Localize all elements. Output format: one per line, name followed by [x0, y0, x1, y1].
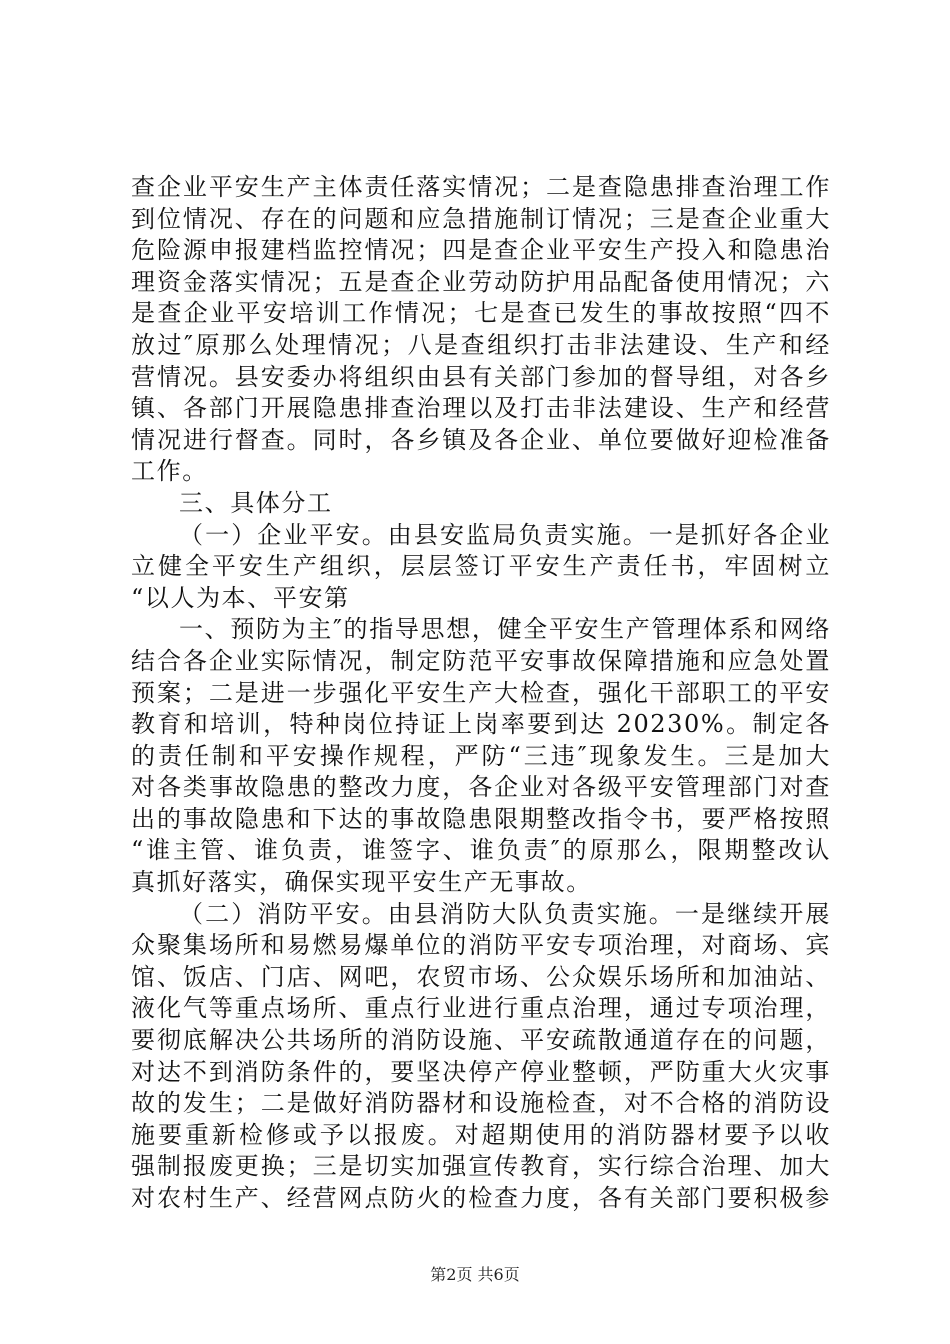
text-line: 馆、饭店、门店、网吧，农贸市场、公众娱乐场所和加油站、	[131, 962, 831, 991]
text-line: 是查企业平安培训工作情况；七是查已发生的事故按照“四不	[131, 299, 831, 328]
text-line: 到位情况、存在的问题和应急措施制订情况；三是查企业重大	[131, 204, 831, 233]
text-line: （二）消防平安。由县消防大队负责实施。一是继续开展	[179, 899, 831, 928]
text-line: 真抓好落实，确保实现平安生产无事故。	[131, 868, 592, 897]
text-line: “谁主管、谁负责，谁签字、谁负责″的原那么，限期整改认	[131, 836, 831, 865]
section-heading: 三、具体分工	[179, 488, 333, 517]
text-line: 液化气等重点场所、重点行业进行重点治理，通过专项治理，	[131, 994, 831, 1023]
text-line: （一）企业平安。由县安监局负责实施。一是抓好各企业	[179, 520, 831, 549]
text-line: 立健全平安生产组织，层层签订平安生产责任书，牢固树立	[131, 552, 831, 581]
text-line: 一、预防为主″的指导思想，健全平安生产管理体系和网络	[179, 615, 831, 644]
text-line: 情况进行督查。同时，各乡镇及各企业、单位要做好迎检准备	[131, 425, 831, 454]
text-line: 工作。	[131, 457, 208, 486]
text-line: 营情况。县安委办将组织由县有关部门参加的督导组，对各乡	[131, 362, 831, 391]
text-line: 理资金落实情况；五是查企业劳动防护用品配备使用情况；六	[131, 267, 831, 296]
text-line: 镇、各部门开展隐患排查治理以及打击非法建设、生产和经营	[131, 394, 831, 423]
page-number-footer: 第2页 共6页	[430, 1265, 520, 1284]
text-line: 对达不到消防条件的，要坚决停产停业整顿，严防重大火灾事	[131, 1057, 831, 1086]
text-line: 要彻底解决公共场所的消防设施、平安疏散通道存在的问题，	[131, 1026, 831, 1055]
text-line: 的责任制和平安操作规程，严防“三违″现象发生。三是加大	[131, 741, 831, 770]
text-line: 教育和培训，特种岗位持证上岗率要到达 20230%。制定各	[131, 710, 831, 739]
text-line: 危险源申报建档监控情况；四是查企业平安生产投入和隐患治	[131, 236, 831, 265]
text-line: 施要重新检修或予以报废。对超期使用的消防器材要予以收	[131, 1120, 831, 1149]
text-line: “以人为本、平安第	[131, 583, 350, 612]
text-line: 查企业平安生产主体责任落实情况；二是查隐患排查治理工作	[131, 173, 831, 201]
text-line: 强制报废更换；三是切实加强宣传教育，实行综合治理、加大	[131, 1152, 831, 1181]
text-line: 结合各企业实际情况，制定防范平安事故保障措施和应急处置	[131, 646, 831, 675]
text-line: 对各类事故隐患的整改力度，各企业对各级平安管理部门对查	[131, 773, 831, 802]
text-line: 故的发生；二是做好消防器材和设施检查，对不合格的消防设	[131, 1089, 831, 1118]
text-line: 对农村生产、经营网点防火的检查力度，各有关部门要积极参	[131, 1184, 831, 1212]
text-line: 众聚集场所和易燃易爆单位的消防平安专项治理，对商场、宾	[131, 931, 831, 960]
text-line: 出的事故隐患和下达的事故隐患限期整改指令书，要严格按照	[131, 804, 831, 833]
text-line: 预案；二是进一步强化平安生产大检查，强化干部职工的平安	[131, 678, 831, 707]
text-line: 放过″原那么处理情况；八是查组织打击非法建设、生产和经	[131, 330, 831, 359]
document-body	[131, 172, 831, 1215]
